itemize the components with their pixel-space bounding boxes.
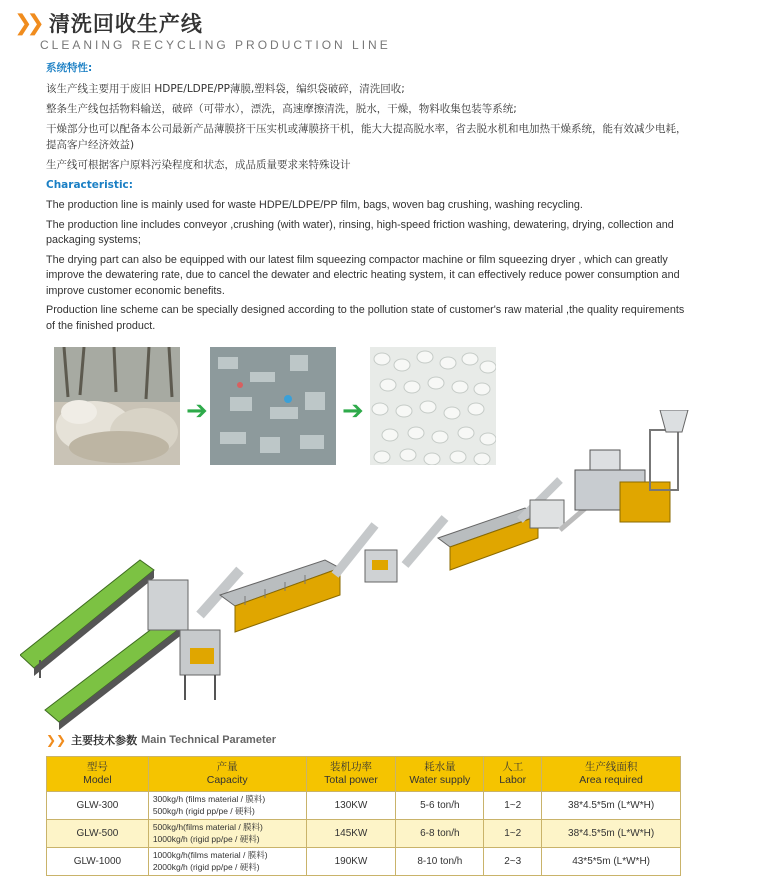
- double-chevron-icon: ❯❯: [46, 733, 67, 747]
- feature-line: 干燥部分也可以配备本公司最新产品薄膜挤干压实机或薄膜挤干机，能大大提高脱水率，省去脱水机和电加热干燥系统，能有效减少电耗，提高客户经济效益): [46, 123, 687, 151]
- description: [46, 60, 696, 338]
- features-heading-cn: 系统特性:: [46, 62, 93, 74]
- arrow-right-icon: ➔: [342, 396, 364, 426]
- feature-line: 整条生产线包括物料输送，破碎（可带水），漂洗，高速摩擦清洗，脱水，干燥，物料收集包装等系统;: [46, 103, 517, 115]
- col-header-capacity: 产量 Capacity: [148, 757, 306, 792]
- table-header-row: [47, 757, 681, 792]
- feature-line: 该生产线主要用于废旧 HDPE/LDPE/PP薄膜,塑料袋，编织袋破碎，清洗回收;: [46, 83, 405, 95]
- feature-line-en: The production line is mainly used for waste HDPE/LDPE/PP film, bags, woven bag crushing, washing recycling.: [46, 199, 583, 211]
- page-subtitle: CLEANING RECYCLING PRODUCTION LINE: [40, 38, 391, 52]
- params-title-en: Main Technical Parameter: [141, 734, 277, 746]
- table-row: GLW-500 500kg/h(films material / 膜料) 1000kg/h (rigid pp/pe / 硬料) 145KW 6-8 ton/h 1~2 38*4.5*5m (L*W*H): [47, 820, 681, 848]
- feature-line-en: The drying part can also be equipped with our latest film squeezing compactor machine or film squeezing dryer , which can greatly improve the dewatering rate, due to cancel the dewater and electric heating system, it can effectively reduce power consumption and improve customer economic benefits.: [46, 253, 680, 297]
- params-title-cn: 主要技术参数: [71, 734, 138, 747]
- double-chevron-icon: ❯❯: [14, 10, 39, 36]
- col-header-labor: 人工 Labor: [484, 757, 542, 792]
- params-heading: [46, 732, 276, 748]
- col-header-model: 型号 Model: [47, 757, 149, 792]
- col-header-power: 装机功率 Total power: [306, 757, 396, 792]
- features-heading-en: Characteristic:: [46, 179, 133, 191]
- pelletizer: [575, 410, 688, 522]
- feature-line-en: Production line scheme can be specially designed according to the pollution state of customer's raw material ,the quality requirements of the finished product.: [46, 304, 685, 332]
- parameter-table: [46, 756, 681, 876]
- production-line-illustration: [20, 410, 700, 730]
- page-title: 清洗回收生产线: [48, 12, 203, 36]
- arrow-right-icon: ➔: [186, 396, 208, 426]
- col-header-area: 生产线面积 Area required: [542, 757, 681, 792]
- feature-line: 生产线可根据客户原料污染程度和状态，成品质量要求来特殊设计: [46, 159, 351, 171]
- table-row: GLW-1000 1000kg/h(films material / 膜料) 2000kg/h (rigid pp/pe / 硬料) 190KW 8-10 ton/h 2~3 43*5*5m (L*W*H): [47, 848, 681, 876]
- feature-line-en: The production line includes conveyor ,crushing (with water), rinsing, high-speed friction washing, dewatering, drying, collection and packaging systems;: [46, 218, 674, 246]
- page-header: [14, 8, 203, 38]
- table-row: GLW-300 300kg/h (films material / 膜料) 500kg/h (rigid pp/pe / 硬料) 130KW 5-6 ton/h 1~2 38*4.5*5m (L*W*H): [47, 792, 681, 820]
- col-header-water: 耗水量 Water supply: [396, 757, 484, 792]
